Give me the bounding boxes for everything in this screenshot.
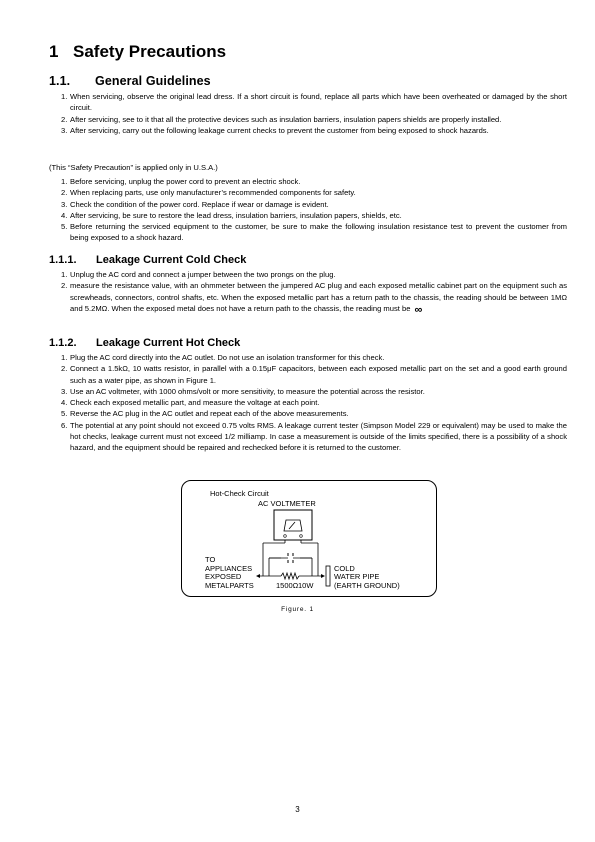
list-item: 1. Plug the AC cord directly into the AC outlet. Do not use an isolation transformer for this check. <box>61 353 385 362</box>
list-item: 1. When servicing, observe the original lead dress. If a short circuit is found, replace all parts which have been overheated or damaged by the short circuit. <box>61 92 567 113</box>
resistor-value-label: 1500Ω <box>276 581 299 590</box>
resistor-symbol <box>281 573 299 579</box>
list-item: 2. measure the resistance value, with an ohmmeter between the jumpered AC plug and each exposed metallic cabinet part on the equipment such as screwheads, connectors, control shafts, etc. When the exposed metallic part has a return path to the chassis, the reading should be between 1MΩ and 5.2MΩ. When the exposed metal does not have a return path to the chassis, the reading must be ∞ <box>61 281 567 316</box>
left-label-line: METALPARTS <box>205 581 254 590</box>
list-item: 4. After servicing, be sure to restore the lead dress, insulation barriers, insulation papers, shields, etc. <box>61 210 402 220</box>
wattage-label: 10W <box>298 581 314 590</box>
usa-precautions-list <box>49 176 567 244</box>
list-item: 5. Reverse the AC plug in the AC outlet and repeat each of the above measurements. <box>61 409 349 419</box>
right-arrow-icon <box>321 574 325 578</box>
hot-check-circuit-diagram <box>181 480 437 597</box>
left-label-line: TO <box>205 555 216 564</box>
infinity-symbol: ∞ <box>414 303 423 316</box>
list-item: 1. Before servicing, unplug the power cord to prevent an electric shock. <box>61 177 301 186</box>
list-item: 3. Check the condition of the power cord. Replace if wear or damage is evident. <box>61 199 329 209</box>
list-item: 4. Check each exposed metallic part, and measure the voltage at each point. <box>61 398 320 408</box>
figure-title: Hot-Check Circuit <box>210 489 269 498</box>
voltmeter-icon <box>274 510 312 540</box>
section-heading-hot-check: 1.1.2. Leakage Current Hot Check <box>49 337 241 349</box>
page-number: 3 <box>295 805 300 814</box>
list-item: 1. Unplug the AC cord and connect a jumper between the two prongs on the plug. <box>61 270 336 279</box>
list-item: 3. Use an AC voltmeter, with 1000 ohms/volt or more sensitivity, to measure the potential across the resistor. <box>61 386 425 396</box>
hot-check-list <box>49 352 567 454</box>
water-pipe-symbol <box>326 566 330 586</box>
list-item: 2. Connect a 1.5kΩ, 10 watts resistor, in parallel with a 0.15μF capacitors, between each exposed metallic part on the set and a good earth ground such as a water pipe, as shown in Figure 1. <box>61 364 567 385</box>
left-label-line: EXPOSED <box>205 572 242 581</box>
list-item: 6. The potential at any point should not exceed 0.75 volts RMS. A leakage current tester (Simpson Model 229 or equivalent) may be used to make the hot checks, leakage current must not exceed 1/2 milliamp. In case a measurement is outside of the limits specified, there is a possibility of a shock hazard, and the equipment should be repaired and rechecked before it is returned to the customer. <box>61 420 567 453</box>
section-heading-cold-check: 1.1.1. Leakage Current Cold Check <box>49 254 247 266</box>
right-label-line: COLD <box>334 564 355 573</box>
section-heading-general: 1.1. General Guidelines <box>49 74 211 88</box>
left-arrow-icon <box>256 574 260 578</box>
list-item: 2. After servicing, see to it that all the protective devices such as insulation barriers, insulation papers shields are properly installed. <box>61 114 502 124</box>
figure-caption: Figure. 1 <box>281 606 314 613</box>
page-title: 1 Safety Precautions <box>49 42 227 61</box>
list-item: 5. Before returning the serviced equipment to the customer, be sure to make the following insulation resistance test to prevent the customer from being exposed to a shock hazard. <box>61 222 567 243</box>
list-item: 3. After servicing, carry out the following leakage current checks to prevent the customer from being exposed to shock hazards. <box>61 125 489 135</box>
usa-note: (This “Safety Precaution” is applied only in U.S.A.) <box>49 163 218 172</box>
right-label-line: WATER PIPE <box>334 572 380 581</box>
right-label-line: (EARTH GROUND) <box>334 581 400 590</box>
cold-check-list <box>49 269 567 316</box>
left-label-line: APPLIANCES <box>205 564 253 573</box>
general-guidelines-list <box>49 91 567 136</box>
meter-label: AC VOLTMETER <box>258 499 316 508</box>
list-item: 2. When replacing parts, use only manufacturer’s recommended components for safety. <box>61 188 356 198</box>
